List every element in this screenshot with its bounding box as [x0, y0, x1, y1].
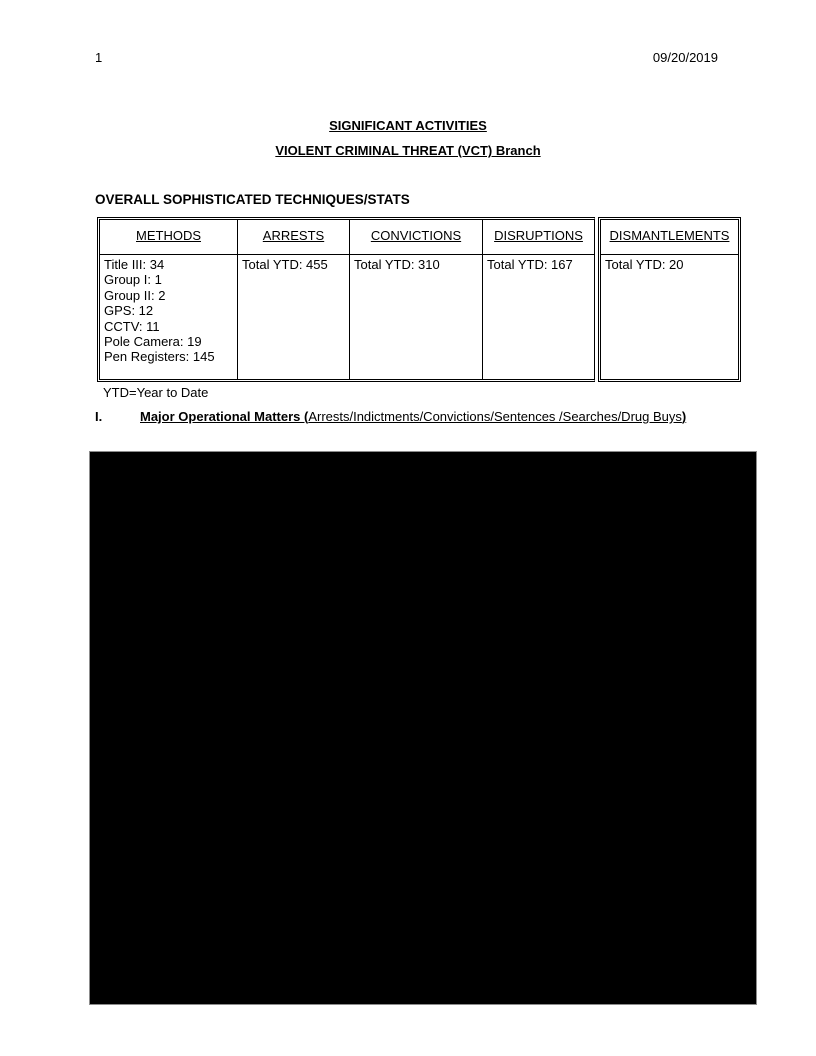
cell-dismantlements-total: Total YTD: 20: [605, 257, 684, 272]
header-arrests: ARRESTS: [237, 220, 349, 254]
page-number: 1: [95, 50, 103, 65]
cell-convictions-total: Total YTD: 310: [349, 255, 482, 379]
stats-header-row: [100, 220, 594, 255]
methods-line: GPS: 12: [104, 303, 154, 319]
document-title: SIGNIFICANT ACTIVITIES: [329, 118, 487, 133]
methods-line: Title III: 34: [104, 257, 165, 272]
list-item-title-bold-open: Major Operational Matters (: [140, 409, 309, 424]
ytd-footnote: YTD=Year to Date: [103, 385, 209, 400]
methods-line: Group II: 2: [104, 287, 166, 303]
cell-disruptions-total: Total YTD: 167: [482, 255, 594, 379]
header-disruptions: DISRUPTIONS: [482, 220, 594, 254]
methods-line: CCTV: 11: [104, 318, 160, 334]
stats-table-main: [97, 217, 595, 382]
methods-line: Pole Camera: 19: [104, 334, 202, 350]
header-convictions: CONVICTIONS: [349, 220, 482, 254]
list-item-title: [140, 409, 686, 424]
cell-methods: [100, 255, 237, 379]
dismantlements-header-row: [601, 220, 738, 255]
list-item-numeral: I.: [95, 409, 103, 424]
cell-arrests-total: Total YTD: 455: [237, 255, 349, 379]
dismantlements-data-row: [601, 255, 738, 379]
redacted-content-block: [89, 451, 757, 1005]
stats-table-dismantlements: [598, 217, 741, 382]
document-subtitle: VIOLENT CRIMINAL THREAT (VCT) Branch: [275, 143, 541, 158]
stats-data-row: [100, 255, 594, 379]
list-item-major-operational-matters: [95, 409, 686, 424]
header-dismantlements: DISMANTLEMENTS: [609, 228, 730, 243]
stats-tables: [97, 217, 741, 382]
document-date: 09/20/2019: [652, 50, 718, 65]
section-heading-stats: OVERALL SOPHISTICATED TECHNIQUES/STATS: [95, 192, 410, 207]
methods-line: Group I: 1: [104, 272, 162, 288]
header-methods: METHODS: [136, 228, 201, 243]
methods-line: Pen Registers: 145: [104, 349, 215, 365]
list-item-title-regular: Arrests/Indictments/Convictions/Sentences /Searches/Drug Buys: [308, 409, 682, 424]
list-item-title-bold-close: ): [681, 409, 687, 424]
